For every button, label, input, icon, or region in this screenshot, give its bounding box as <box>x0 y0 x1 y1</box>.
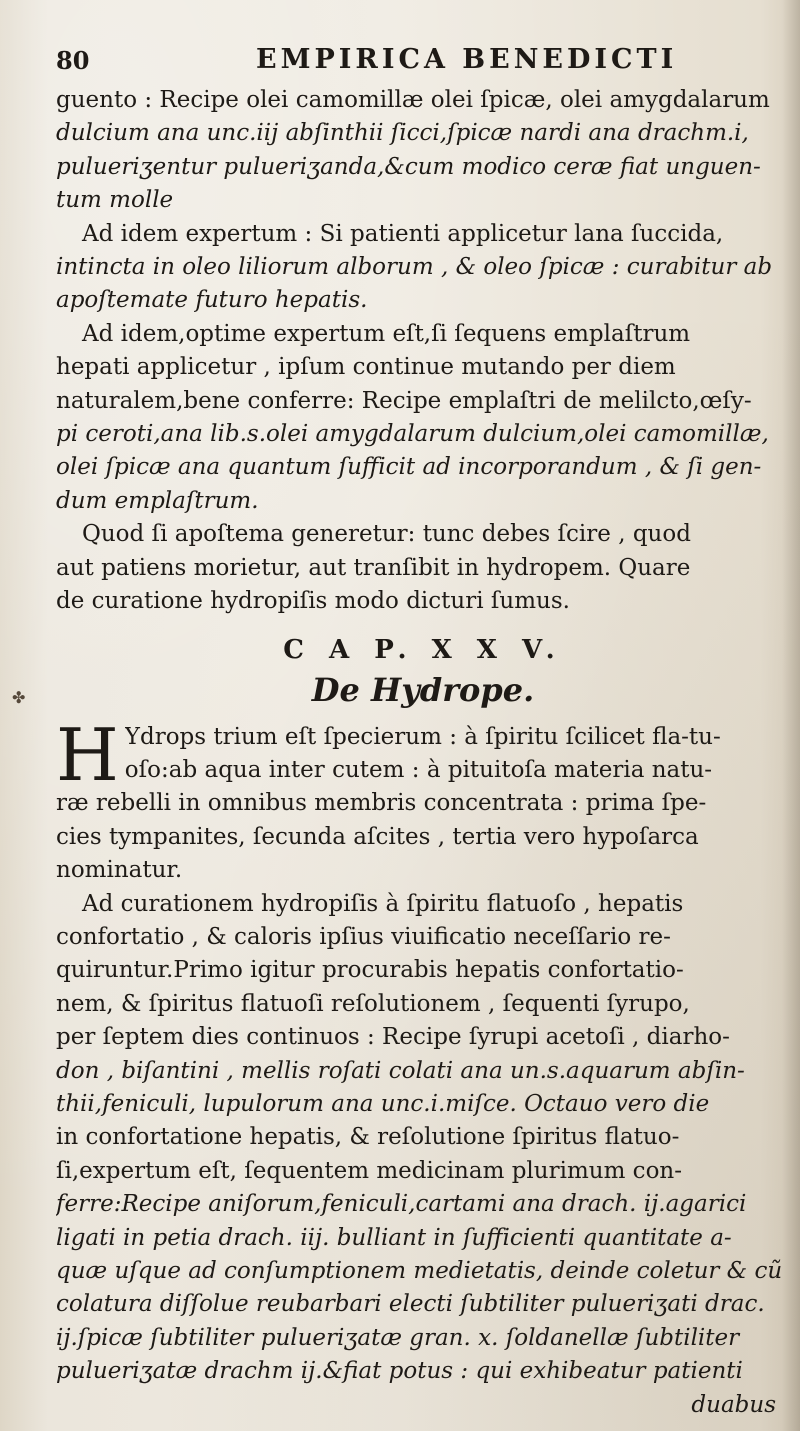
text-line: intincta in oleo liliorum alborum , & oleo ſpicæ : curabitur ab <box>56 254 773 281</box>
paragraph-hydrops-species <box>56 712 790 888</box>
catchword: duabus <box>691 1391 776 1418</box>
text-line: ij.ſpicæ ſubtiliter pulueriʒatæ gran. x. ſoldanellæ ſubtiliter <box>56 1324 740 1351</box>
paragraph-curatio <box>56 888 790 1422</box>
text-line: dulcium ana unc.iij abſinthii ſicci,ſpicæ nardi ana drachm.i, <box>56 120 749 147</box>
page-number: 80 <box>56 46 90 75</box>
text-line: tum molle <box>56 187 174 214</box>
text-line: aut patiens morietur, aut tranſibit in hydropem. Quare <box>56 554 691 581</box>
text-line: ligati in petia drach. iij. bulliant in ſufficienti quantitate a- <box>56 1224 732 1251</box>
page-header <box>56 40 760 80</box>
text-line: confortatio , & caloris ipſius viuificatio neceſſario re- <box>56 923 671 950</box>
text-line: cies tympanites, ſecunda aſcites , tertia vero hypoſarca <box>56 823 699 850</box>
text-line: Ad idem expertum : Si patienti applicetur lana ſuccida, <box>82 220 724 247</box>
text-line: in confortatione hepatis, & reſolutione ſpiritus flatuo- <box>56 1124 680 1151</box>
drop-cap: H <box>56 712 119 797</box>
text-line: pi ceroti,ana lib.s.olei amygdalarum dulcium,olei camomillæ, <box>56 421 769 448</box>
margin-ornament-icon: ✤ <box>12 688 26 707</box>
paragraph-unguento <box>56 84 790 218</box>
text-line: nominatur. <box>56 857 183 884</box>
text-line: nem, & ſpiritus flatuoſi reſolutionem , ſequenti ſyrupo, <box>56 990 690 1017</box>
text-line: guento : Recipe olei camomillæ olei ſpicæ, olei amygdalarum <box>56 87 770 113</box>
text-line: ræ rebelli in omnibus membris concentrata : prima ſpe- <box>56 790 707 817</box>
running-head: EMPIRICA BENEDICTI <box>256 44 678 75</box>
text-line: apoſtemate futuro hepatis. <box>56 287 368 314</box>
text-line: ferre:Recipe aniſorum,feniculi,cartami ana drach. ij.agarici <box>56 1191 747 1218</box>
text-line: quæ uſque ad conſumptionem medietatis, deinde coletur & cũ <box>56 1258 783 1284</box>
text-line: oſo:ab aqua inter cutem : à pituitoſa materia natu- <box>124 756 713 783</box>
text-line: naturalem,bene conferre: Recipe emplaſtri de melilcto,œſy- <box>56 387 752 414</box>
text-line: pulueriʒatæ drachm ij.&fiat potus : qui exhibeatur patienti <box>56 1358 743 1385</box>
text-line: Ad idem,optime expertum eſt,ſi ſequens emplaſtrum <box>82 320 691 347</box>
text-line: thii,feniculi, lupulorum ana unc.i.miſce. Octauo vero die <box>56 1090 710 1117</box>
text-line: quiruntur.Primo igitur procurabis hepatis confortatio- <box>56 957 684 984</box>
body-text <box>56 84 790 1422</box>
text-line: Quod ſi apoſtema generetur: tunc debes ſcire , quod <box>82 521 691 548</box>
paragraph-ad-idem-lana <box>56 218 790 318</box>
text-line: olei ſpicæ ana quantum ſufficit ad incorporandum , & ſi gen- <box>56 454 762 481</box>
text-line: colatura diſſolue reubarbari electi ſubtiliter pulueriʒati drac. <box>56 1291 765 1318</box>
text-line: dum emplaſtrum. <box>56 487 259 514</box>
text-line: ſi,expertum eſt, ſequentem medicinam plurimum con- <box>56 1157 682 1184</box>
chapter-title: De Hydrope. <box>311 670 535 709</box>
text-line: pulueriʒentur pulueriʒanda,&cum modico ceræ fiat unguen- <box>56 153 761 180</box>
text-line: Ydrops trium eſt ſpecierum : à ſpiritu ſcilicet fla-tu- <box>124 723 721 750</box>
text-line: hepati applicetur , ipſum continue mutando per diem <box>56 354 676 381</box>
paragraph-apostema <box>56 518 790 618</box>
text-line: de curatione hydropiſis modo dicturi ſumus. <box>56 588 570 615</box>
chapter-heading: C A P. X X V. <box>283 634 563 665</box>
text-line: per ſeptem dies continuos : Recipe ſyrupi acetoſi , diarho- <box>56 1024 730 1051</box>
text-line: Ad curationem hydropiſis à ſpiritu flatuoſo , hepatis <box>82 890 684 917</box>
paragraph-emplastrum <box>56 318 790 518</box>
text-line: don , biſantini , mellis roſati colati ana un.s.aquarum abſin- <box>56 1057 745 1084</box>
